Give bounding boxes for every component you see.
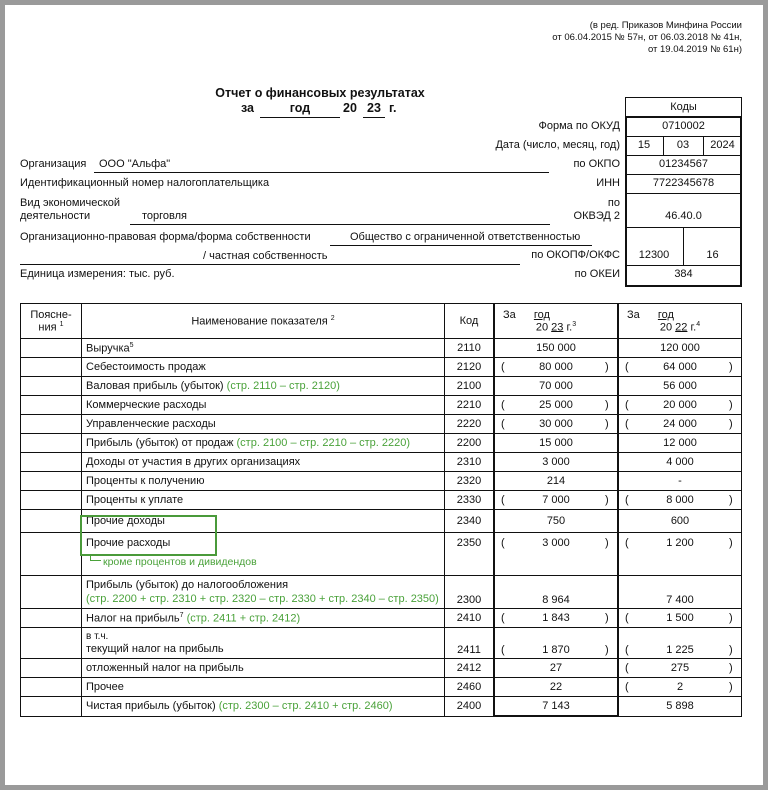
table-row: Управленческие расходы 2220 ( 30 000 ) ( 24 000 ): [21, 415, 742, 434]
inn-label: Идентификационный номер налогоплательщика: [20, 177, 270, 189]
row-previous: 4 000: [666, 456, 694, 468]
row-code: 2220: [445, 415, 495, 434]
row-name: Себестоимость продаж: [86, 361, 206, 373]
row-current: 80 000: [539, 361, 573, 373]
row-code: 2210: [445, 396, 495, 415]
row-name-prefix: в т.ч.: [86, 631, 109, 642]
row-name: Коммерческие расходы: [86, 399, 207, 411]
row-name: Налог на прибыль: [86, 612, 180, 625]
row-previous: 64 000: [663, 361, 697, 373]
row-code: 2350: [445, 533, 495, 576]
okved-label-1: по: [607, 197, 620, 209]
row-current: 1 870: [542, 644, 570, 656]
row-current: 750: [546, 515, 566, 527]
okud-label: Форма по ОКУД: [538, 120, 620, 132]
row-current: 7 000: [542, 494, 570, 506]
row-current: 8 964: [542, 594, 570, 606]
header-notes: Поясне- ния $^1$: [21, 304, 82, 339]
header-note-3: от 19.04.2019 № 61н): [647, 44, 742, 55]
row-name: отложенный налог на прибыль: [86, 662, 244, 674]
table-row-current-tax: в т.ч. текущий налог на прибыль 2411 ( 1 870 ) ( 1 225 ): [21, 628, 742, 659]
annotation-text: кроме процентов и дивидендов: [103, 556, 257, 568]
row-previous: 600: [670, 515, 690, 527]
header-previous-period: За год 20 22 г.$^4$: [618, 304, 742, 339]
row-name: Прибыль (убыток) до налогообложения: [86, 579, 289, 591]
form-label: Организационно-правовая форма/форма собственности: [20, 231, 311, 243]
row-current: 30 000: [539, 418, 573, 430]
row-code: 2330: [445, 491, 495, 510]
property-value: / частная собственность: [203, 250, 328, 262]
row-previous: 1 500: [666, 612, 694, 624]
row-name: Проценты к уплате: [86, 494, 184, 506]
table-row: [21, 377, 742, 396]
okpo-label: по ОКПО: [573, 158, 620, 170]
okopf-value: 12300: [638, 249, 670, 261]
title-year: 23: [367, 101, 381, 115]
table-row: [21, 453, 742, 472]
title-za: за: [241, 101, 255, 115]
inn-value: 7722345678: [652, 177, 715, 189]
row-name: Доходы от участия в других организациях: [86, 456, 301, 468]
activity-label-1: Вид экономической: [20, 197, 121, 209]
row-formula: (стр. 2200 + стр. 2310 + стр. 2320 – стр. 2330 + стр. 2340 – стр. 2350): [86, 593, 439, 605]
highlight-other-income-expense: [80, 515, 217, 556]
row-name: Чистая прибыль (убыток): [86, 700, 216, 713]
date-day: 15: [637, 139, 651, 151]
row-previous: 120 000: [660, 342, 700, 354]
org-label: Организация: [20, 158, 87, 170]
row-current: 70 000: [539, 380, 573, 392]
row-name: Прочие доходы: [86, 515, 165, 527]
row-code: 2412: [445, 659, 495, 678]
okei-value: 384: [674, 268, 693, 280]
row-previous: 5 898: [666, 700, 694, 713]
header-current-period: За год 20 23 г.$^3$: [494, 304, 618, 339]
header-indicator: Наименование показателя $^2$: [82, 304, 445, 339]
row-code: 2460: [445, 678, 495, 697]
inn-code-label: ИНН: [596, 177, 620, 189]
row-previous: 20 000: [663, 399, 697, 411]
row-previous: 1 225: [666, 644, 694, 656]
okpo-value: 01234567: [659, 158, 708, 170]
okei-label: по ОКЕИ: [574, 268, 620, 280]
row-code: 2200: [445, 434, 495, 453]
okopf-label: по ОКОПФ/ОКФС: [531, 249, 620, 261]
row-name: Выручка: [86, 342, 130, 355]
header-code: Код: [445, 304, 495, 339]
table-row: [21, 472, 742, 491]
row-formula: (стр. 2411 + стр. 2412): [186, 612, 301, 625]
row-current: 25 000: [539, 399, 573, 411]
table-row: Себестоимость продаж 2120 ( 80 000 ) ( 64 000 ): [21, 358, 742, 377]
row-name: Прибыль (убыток) от продаж: [86, 437, 234, 449]
okfs-value: 16: [706, 249, 719, 261]
header-note-1: (в ред. Приказов Минфина России: [589, 20, 742, 31]
row-code: 2400: [445, 697, 495, 717]
table-row-other: Прочее 2460 22 ( 2 ): [21, 678, 742, 697]
row-current: 3 000: [542, 537, 570, 549]
financial-results-table: [20, 303, 742, 717]
row-current: 3 000: [542, 456, 570, 468]
row-current: 214: [546, 475, 566, 487]
okved-value: 46.40.0: [665, 210, 702, 222]
row-previous: 8 000: [666, 494, 694, 506]
row-previous: 7 400: [666, 594, 694, 606]
row-code: 2310: [445, 453, 495, 472]
row-name: Проценты к получению: [86, 475, 205, 487]
row-code: 2410: [445, 609, 495, 628]
title-g: г.: [389, 101, 397, 115]
unit-label: Единица измерения: тыс. руб.: [20, 268, 175, 280]
row-name: Прочие расходы: [86, 537, 171, 549]
row-code: 2120: [445, 358, 495, 377]
row-current: 22: [549, 681, 563, 693]
org-value: ООО "Альфа": [99, 158, 171, 170]
row-formula: (стр. 2110 – стр. 2120): [226, 380, 340, 392]
okud-value: 0710002: [662, 120, 705, 132]
row-code: 2110: [445, 339, 495, 358]
table-header-row: [21, 304, 742, 339]
row-code: 2411: [445, 628, 495, 659]
row-current: 15 000: [539, 437, 573, 449]
row-current: 27: [549, 662, 563, 674]
row-previous: -: [678, 475, 682, 487]
row-formula: (стр. 2300 – стр. 2410 + стр. 2460): [218, 700, 393, 713]
title-year-prefix: 20: [343, 101, 357, 115]
row-name: Управленческие расходы: [86, 418, 216, 430]
date-year: 2024: [710, 139, 735, 151]
row-current: 1 843: [542, 612, 570, 624]
table-row-net-profit: [21, 697, 742, 717]
row-previous: 2: [676, 681, 684, 693]
row-sup: 5: [129, 341, 134, 349]
form-value: Общество с ограниченной ответственностью: [350, 231, 581, 243]
row-current: 7 143: [542, 700, 570, 712]
row-name: текущий налог на прибыль: [86, 643, 224, 655]
row-code: 2100: [445, 377, 495, 396]
table-row-deferred-tax: отложенный налог на прибыль 2412 27 ( 275 ): [21, 659, 742, 678]
table-row-other-expense: Прочие расходы кроме процентов и дивидендов 2350 ( 3 000 ) ( 1 200 ): [21, 533, 742, 576]
activity-value: торговля: [142, 210, 188, 222]
row-current: 150 000: [536, 342, 576, 354]
activity-label-2: деятельности: [20, 210, 91, 222]
row-previous: 12 000: [663, 437, 697, 449]
okved-label-2: ОКВЭД 2: [573, 210, 620, 222]
date-month: 03: [676, 139, 690, 151]
row-name: Валовая прибыль (убыток): [86, 380, 224, 392]
table-row: [21, 434, 742, 453]
row-previous: 1 200: [666, 537, 694, 549]
table-row: [21, 339, 742, 358]
row-previous: 56 000: [663, 380, 697, 392]
report-title: Отчет о финансовых результатах: [215, 86, 425, 100]
table-row-tax: Налог на прибыль$^7$ (стр. 2411 + стр. 2412) 2410 ( 1 843 ) ( 1 500 ): [21, 609, 742, 628]
row-code: 2340: [445, 510, 495, 533]
header-note-2: от 06.04.2015 № 57н, от 06.03.2018 № 41н,: [552, 32, 742, 43]
date-label: Дата (число, месяц, год): [495, 139, 620, 151]
table-row-pretax: [21, 576, 742, 609]
table-row: Коммерческие расходы 2210 ( 25 000 ) ( 20 000 ): [21, 396, 742, 415]
table-row: Проценты к уплате 2330 ( 7 000 ) ( 8 000 ): [21, 491, 742, 510]
codes-header: Коды: [670, 101, 697, 113]
row-code: 2320: [445, 472, 495, 491]
row-name: Прочее: [86, 681, 124, 693]
row-previous: 275: [670, 662, 690, 674]
row-previous: 24 000: [663, 418, 697, 430]
row-code: 2300: [445, 576, 495, 609]
row-formula: (стр. 2100 – стр. 2210 – стр. 2220): [236, 437, 411, 449]
title-period: год: [289, 101, 311, 115]
